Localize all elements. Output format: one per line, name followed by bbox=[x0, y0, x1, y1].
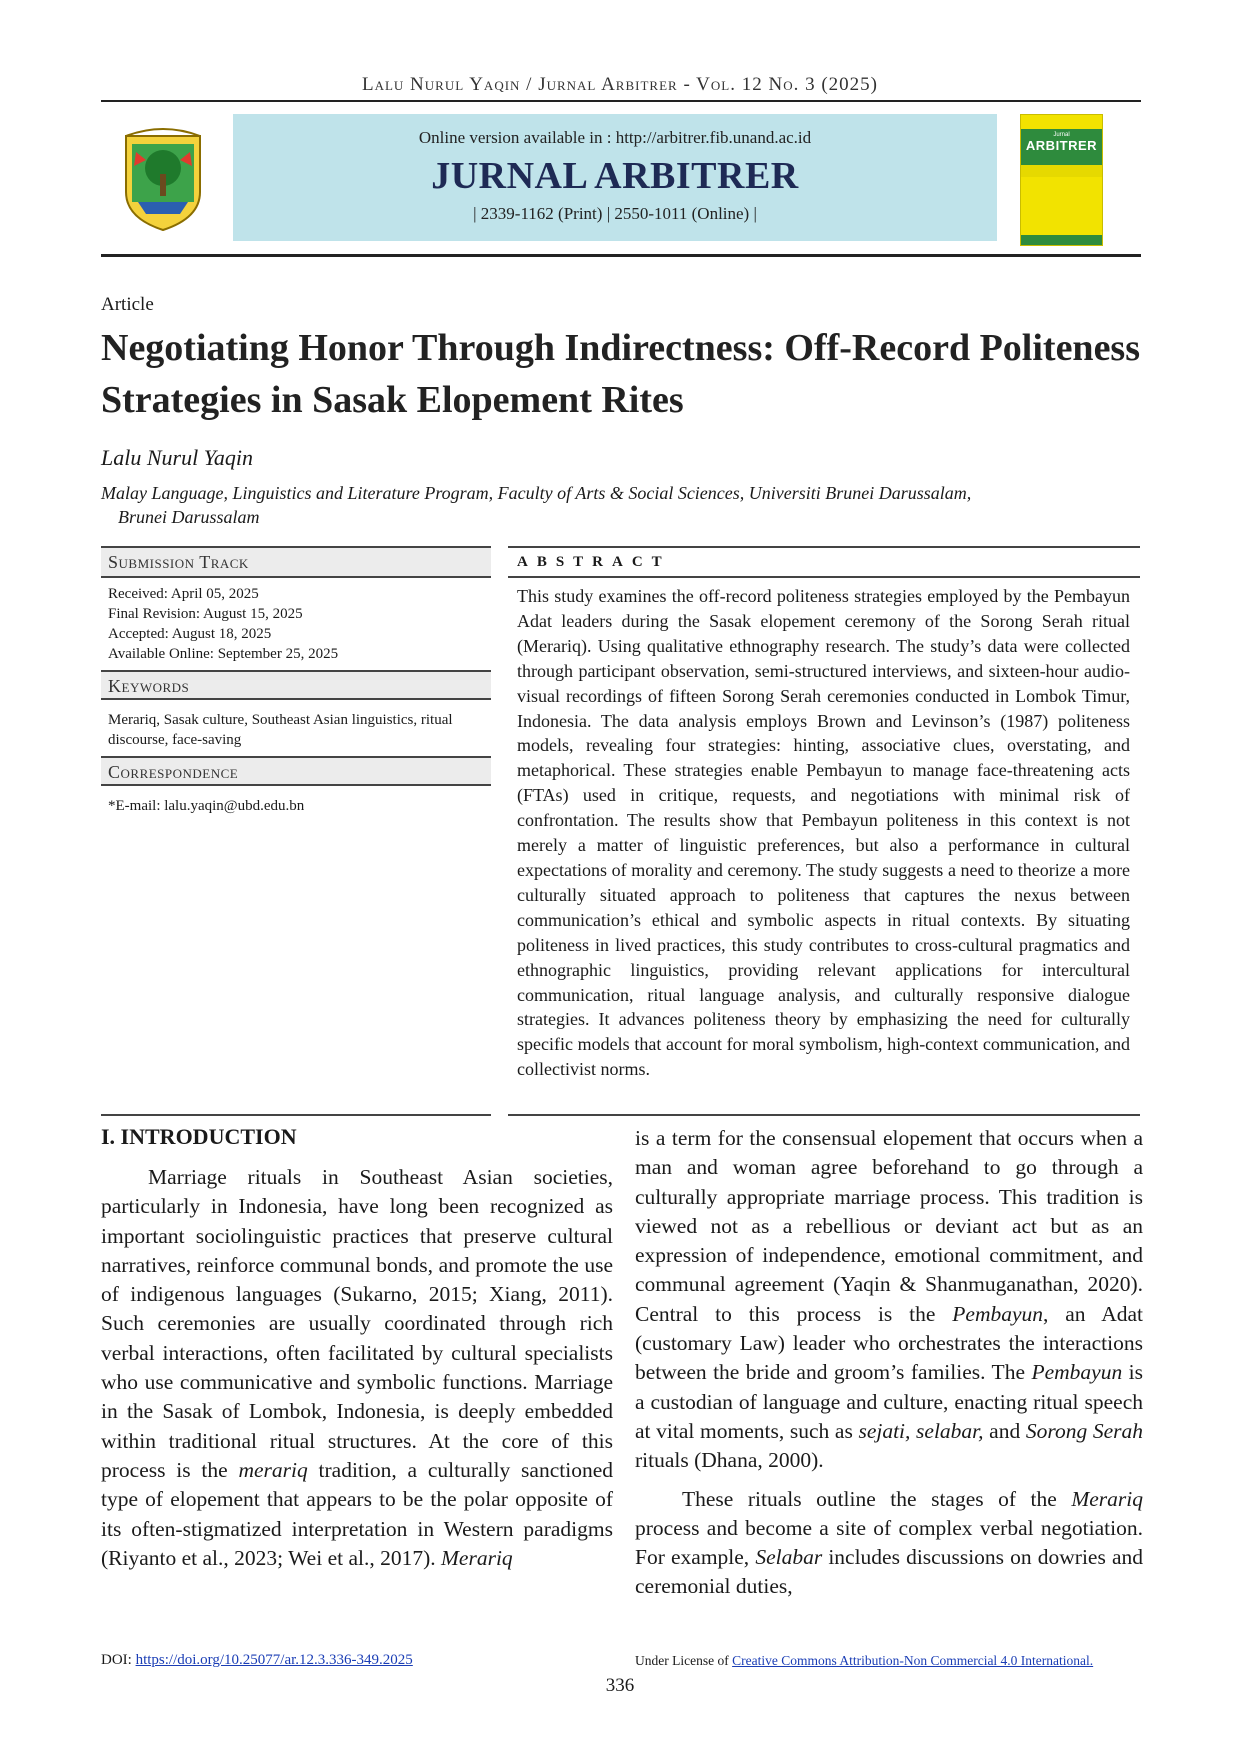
final-revision-date: Final Revision: August 15, 2025 bbox=[108, 606, 303, 622]
article-title: Negotiating Honor Through Indirectness: Off-Record Politeness Strategies in Sasak Elopement Rites bbox=[101, 327, 1141, 421]
keywords-heading: Keywords bbox=[101, 670, 491, 700]
license-line bbox=[635, 1653, 1093, 1669]
body-column-left bbox=[101, 1163, 613, 1573]
abstract-heading: ABSTRACT bbox=[508, 546, 1140, 578]
intro-paragraph-2: These rituals outline the stages of the Merariq process and become a site of complex verbal negotiation. For example, Selabar includes discussions on dowries and ceremonial duties, bbox=[635, 1486, 1144, 1599]
license-label: Under License of bbox=[635, 1653, 733, 1668]
journal-banner bbox=[233, 114, 997, 241]
abstract-text: This study examines the off-record politeness strategies employed by the Pembayun Adat leaders during the Sasak elopement ceremony of the Sorong Serah ritual (Merariq). Using qualitative ethnography research. The study’s data were collected through participant observation, semi-structured interviews, and sixteen-hour audio-visual recordings of fifteen Sorong Serah ceremonies conducted in Lombok Timur, Indonesia. The data analysis employs Brown and Levinson’s (1987) politeness models, revealing four strategies: hinting, associative clues, overstating, and metaphorical. These strategies enable Pembayun to manage face-threatening acts (FTAs) used in critique, requests, and negotiations with minimal risk of confrontation. The results show that Pembayun politeness in this context is not merely a matter of linguistic preferences, but also a performance in cultural expectations of morality and ceremony. The study suggests a need to theorize a more culturally situated approach to politeness that captures the nexus between communication’s ethical and symbolic aspects in ritual contexts. By situating politeness in lived practices, this study contributes to cross-cultural pragmatics and ethnographic linguistics, providing relevant applications for intercultural communication, ritual language analysis, and culturally responsive dialogue strategies. It advances politeness theory by emphasizing the need for culturally specific models that account for moral symbolism, high-context communication, and collectivist norms. bbox=[517, 586, 1130, 1080]
submission-track-heading: Submission Track bbox=[101, 546, 491, 578]
cover-title: ARBITRER bbox=[1025, 138, 1098, 153]
running-head: Lalu Nurul Yaqin / Jurnal Arbitrer - Vol. 12 No. 3 (2025) bbox=[361, 74, 878, 95]
correspondence-heading: Correspondence bbox=[101, 756, 491, 786]
journal-name: JURNAL ARBITRER bbox=[431, 155, 799, 197]
header-rule bbox=[101, 100, 1141, 102]
affiliation-line1: Malay Language, Linguistics and Literature Program, Faculty of Arts & Social Sciences, Universiti Brunei Darussalam, bbox=[101, 483, 972, 503]
author-affiliation bbox=[101, 481, 1141, 529]
available-online-date: Available Online: September 25, 2025 bbox=[108, 646, 339, 662]
affiliation-line2: Brunei Darussalam bbox=[118, 507, 260, 527]
received-date: Received: April 05, 2025 bbox=[108, 586, 259, 602]
body-column-right bbox=[635, 1124, 1143, 1602]
correspondence-email: *E-mail: lalu.yaqin@ubd.edu.bn bbox=[108, 798, 305, 814]
online-version: Online version available in : http://arbitrer.fib.unand.ac.id bbox=[418, 128, 812, 147]
license-link[interactable]: Creative Commons Attribution-Non Commercial 4.0 International. bbox=[732, 1653, 1094, 1668]
issn-line: | 2339-1162 (Print) | 2550-1011 (Online) | bbox=[473, 204, 757, 223]
cover-small-text: Jurnal bbox=[1053, 132, 1070, 138]
introduction-heading: I. INTRODUCTION bbox=[101, 1124, 297, 1149]
journal-cover bbox=[1020, 114, 1103, 246]
university-logo bbox=[118, 122, 208, 234]
submission-track-body bbox=[101, 578, 491, 670]
doi-link[interactable]: https://doi.org/10.25077/ar.12.3.336-349.2025 bbox=[135, 1652, 413, 1668]
abstract-panel bbox=[508, 546, 1140, 1082]
intro-paragraph-1: Marriage rituals in Southeast Asian societies, particularly in Indonesia, have long been recognized as important sociolinguistic practices that preserve cultural narratives, reinforce communal bonds, and promote the use of indigenous languages (Sukarno, 2015; Xiang, 2011). Such ceremonies are usually coordinated through rich verbal interactions, often facilitated by cultural specialists who use communicative and symbolic functions. Marriage in the Sasak of Lombok, Indonesia, is deeply embedded within traditional ritual structures. At the core of this process is the merariq tradition, a culturally sanctioned type of elopement that appears to be the polar opposite of its often-stigmatized interpretation in Western paradigms (Riyanto et al., 2023; Wei et al., 2017). Merariq bbox=[101, 1165, 613, 1570]
doi-label: DOI: bbox=[101, 1652, 136, 1668]
accepted-date: Accepted: August 18, 2025 bbox=[108, 626, 272, 642]
article-info-panel bbox=[101, 546, 491, 822]
intro-paragraph-1-cont: is a term for the consensual elopement that occurs when a man and woman agree beforehand to go through a culturally appropriate marriage process. This tradition is viewed not as a rebellious or deviant act but as an expression of independence, emotional commitment, and communal agreement (Yaqin & Shanmuganathan, 2020). Central to this process is the Pembayun, an Adat (customary Law) leader who orchestrates the interactions between the bride and groom’s families. The Pembayun is a custodian of language and culture, enacting ritual speech at vital moments, such as sejati, selabar, and Sorong Serah rituals (Dhana, 2000). bbox=[635, 1126, 1143, 1473]
author-name: Lalu Nurul Yaqin bbox=[101, 445, 254, 470]
doi-line bbox=[101, 1652, 413, 1669]
header-rule-bottom bbox=[101, 254, 1141, 257]
keywords-text: Merariq, Sasak culture, Southeast Asian linguistics, ritual discourse, face-saving bbox=[108, 712, 453, 748]
article-type: Article bbox=[101, 294, 154, 315]
page-number: 336 bbox=[605, 1675, 635, 1696]
